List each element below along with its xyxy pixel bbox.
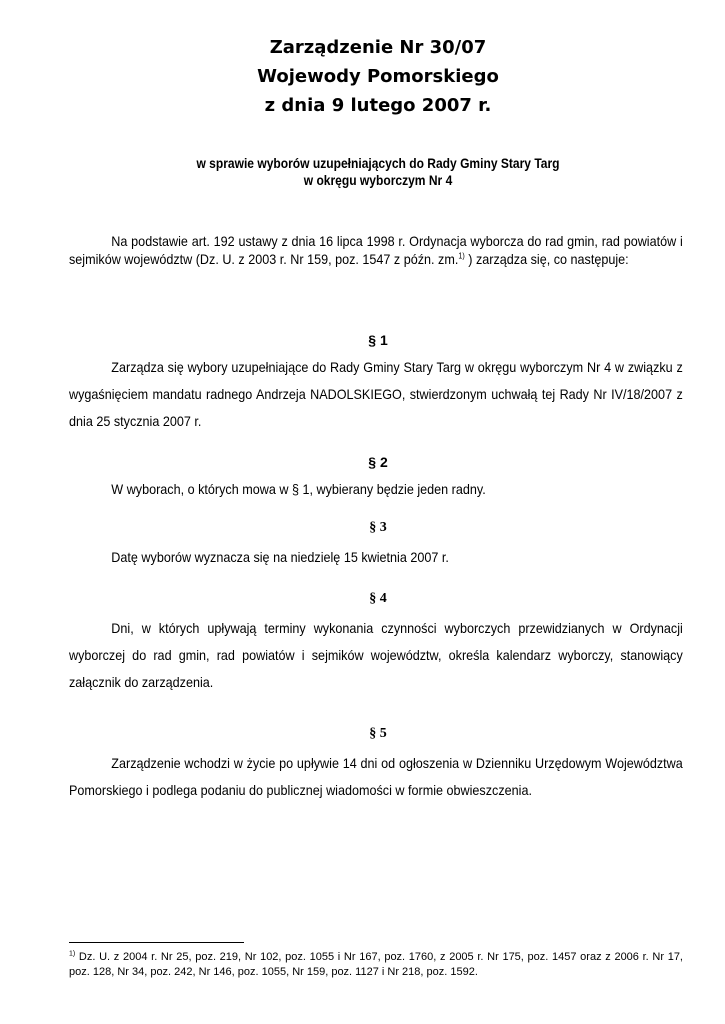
section-paragraph-1 (69, 354, 683, 435)
section-heading-5: § 5 (369, 726, 387, 741)
title-line-3: z dnia 9 lutego 2007 r. (264, 95, 492, 116)
document-subject (53, 155, 703, 189)
subject-line-2: w okręgu wyborczym Nr 4 (303, 172, 453, 188)
section-heading-4: § 4 (369, 591, 387, 606)
section-text-2: W wyborach, o których mowa w § 1, wybierany będzie jeden radny. (111, 481, 486, 497)
preamble-text-end: ) zarządza się, co następuje: (464, 251, 629, 267)
section-text-4: Dni, w których upływają terminy wykonania czynności wyborczych przewidzianych w Ordynacji wyborczej do rad gmin, rad powiatów i sejmików województw, określa kalendarz wyborczy, stanowiący załącznik do zarządzenia. (69, 620, 683, 690)
preamble-paragraph (69, 232, 683, 268)
section-heading-1: § 1 (368, 332, 388, 348)
section-text-5: Zarządzenie wchodzi w życie po upływie 14 dni od ogłoszenia w Dzienniku Urzędowym Województwa Pomorskiego i podlega podaniu do publicznej wiadomości w formie obwieszczenia. (69, 755, 683, 798)
footnote-reference: 1) (458, 251, 465, 261)
document-title (0, 33, 725, 120)
section-text-1: Zarządza się wybory uzupełniające do Rady Gminy Stary Targ w okręgu wyborczym Nr 4 w związku z wygaśnięciem mandatu radnego Andrzeja NADOLSKIEGO, stwierdzonym uchwałą tej Rady Nr IV/18/2007 z dnia 25 stycznia 2007 r. (69, 359, 683, 429)
section-heading-3: § 3 (369, 520, 387, 535)
preamble-text: Na podstawie art. 192 ustawy z dnia 16 lipca 1998 r. Ordynacja wyborcza do rad gmin, rad powiatów i sejmików województw (Dz. U. z 2003 r. Nr 159, poz. 1547 z późn. zm. (69, 233, 683, 267)
footnote-separator (69, 942, 244, 943)
section-paragraph-4 (69, 615, 683, 696)
section-text-3: Datę wyborów wyznacza się na niedzielę 15 kwietnia 2007 r. (111, 549, 449, 565)
footnote (69, 950, 683, 980)
title-line-2: Wojewody Pomorskiego (257, 66, 499, 87)
title-line-1: Zarządzenie Nr 30/07 (269, 37, 487, 58)
section-paragraph-2 (69, 476, 622, 503)
footnote-text: Dz. U. z 2004 r. Nr 25, poz. 219, Nr 102, poz. 1055 i Nr 167, poz. 1760, z 2005 r. Nr 175, poz. 1457 oraz z 2006 r. Nr 17, poz. 128, Nr 34, poz. 242, Nr 146, poz. 1055, Nr 159, poz. 1127 i Nr 218, poz. 1592. (69, 951, 683, 978)
footnote-marker: 1) (69, 950, 76, 958)
subject-line-1: w sprawie wyborów uzupełniających do Rady Gminy Stary Targ (196, 155, 560, 171)
section-paragraph-3 (69, 544, 622, 571)
section-paragraph-5 (69, 750, 683, 804)
section-heading-2: § 2 (368, 454, 388, 470)
